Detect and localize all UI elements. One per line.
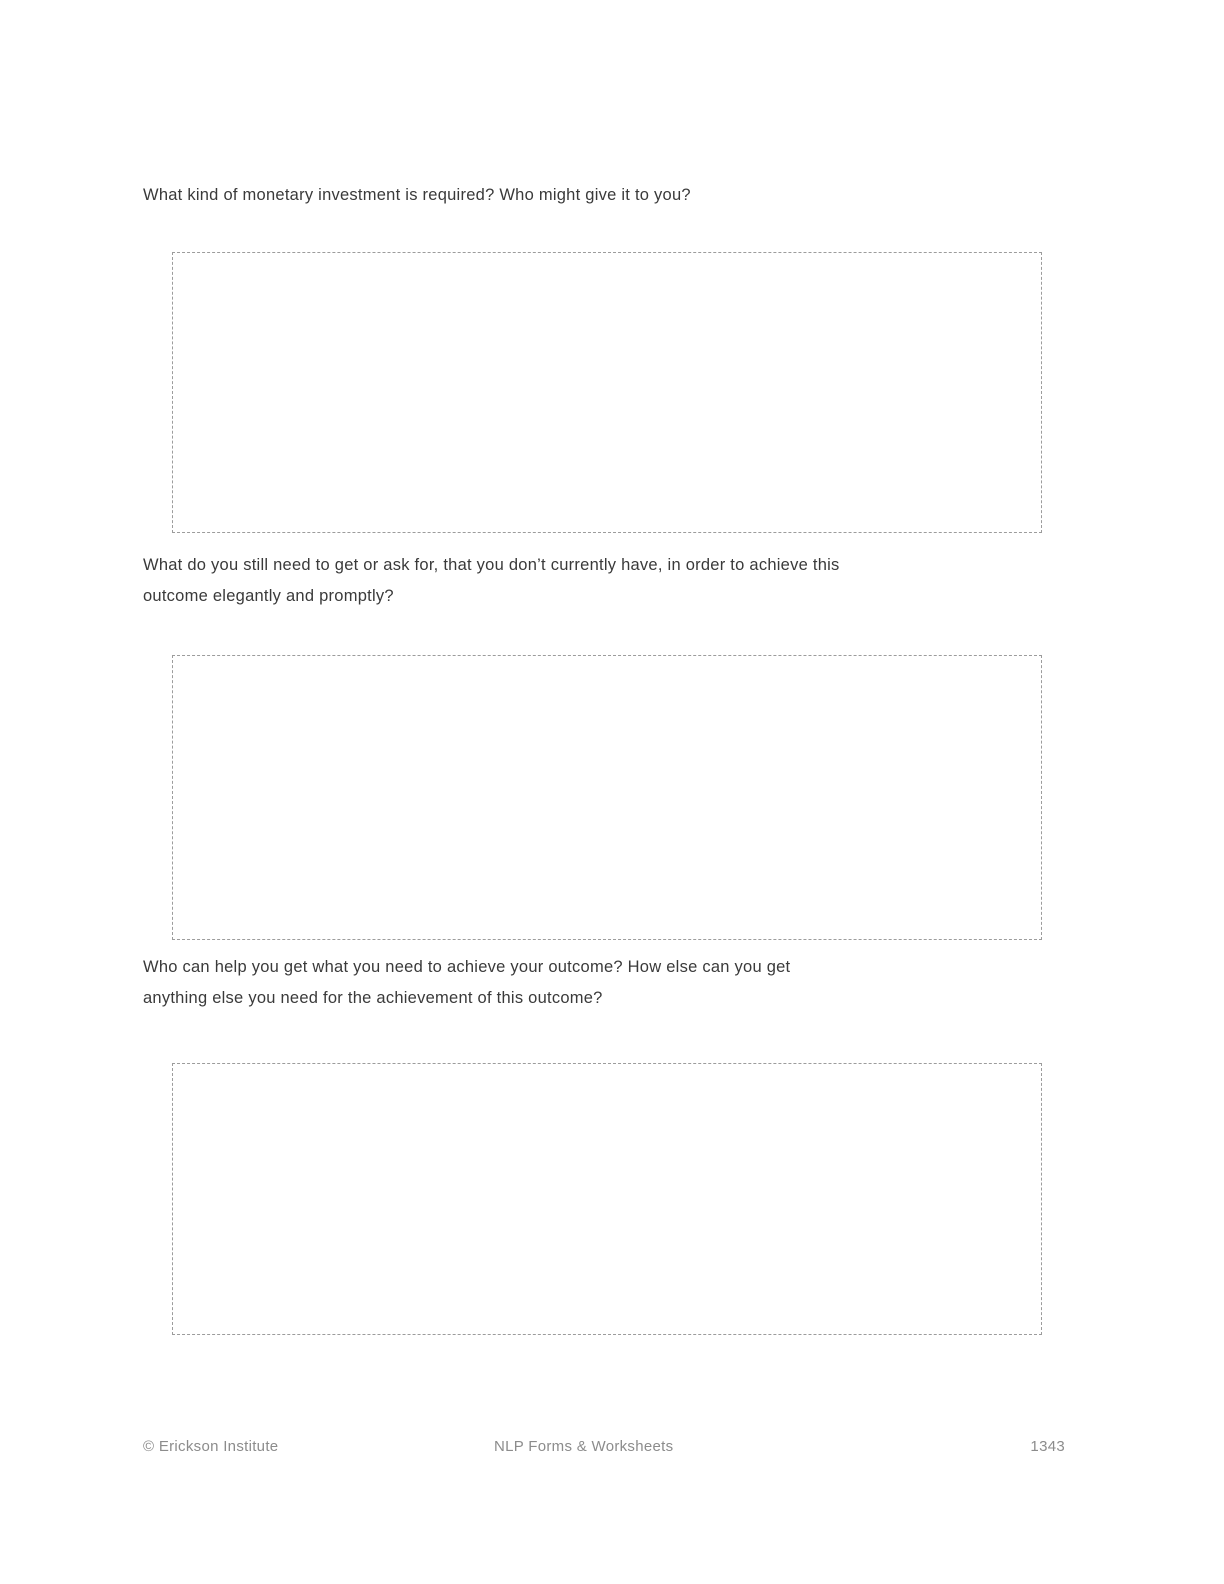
answer-box-3[interactable] [172, 1063, 1042, 1335]
footer-copyright: © Erickson Institute [143, 1438, 279, 1455]
question-prompt-1: What kind of monetary investment is required? Who might give it to you? [143, 186, 691, 204]
footer-page-number: 1343 [1030, 1438, 1065, 1455]
page-footer [143, 1434, 1070, 1460]
question-prompt-2-line-2: outcome elegantly and promptly? [143, 587, 394, 605]
question-prompt-3 [143, 952, 1070, 1014]
page-content [143, 0, 1070, 1584]
answer-box-2[interactable] [172, 655, 1042, 940]
answer-box-1[interactable] [172, 252, 1042, 533]
question-prompt-3-line-2: anything else you need for the achievement of this outcome? [143, 989, 603, 1007]
question-prompt-2-line-1: What do you still need to get or ask for, that you don’t currently have, in order to achieve this [143, 556, 840, 574]
footer-document-title: NLP Forms & Worksheets [494, 1438, 674, 1455]
question-prompt-2 [143, 550, 1070, 612]
question-prompt-3-line-1: Who can help you get what you need to achieve your outcome? How else can you get [143, 958, 791, 976]
